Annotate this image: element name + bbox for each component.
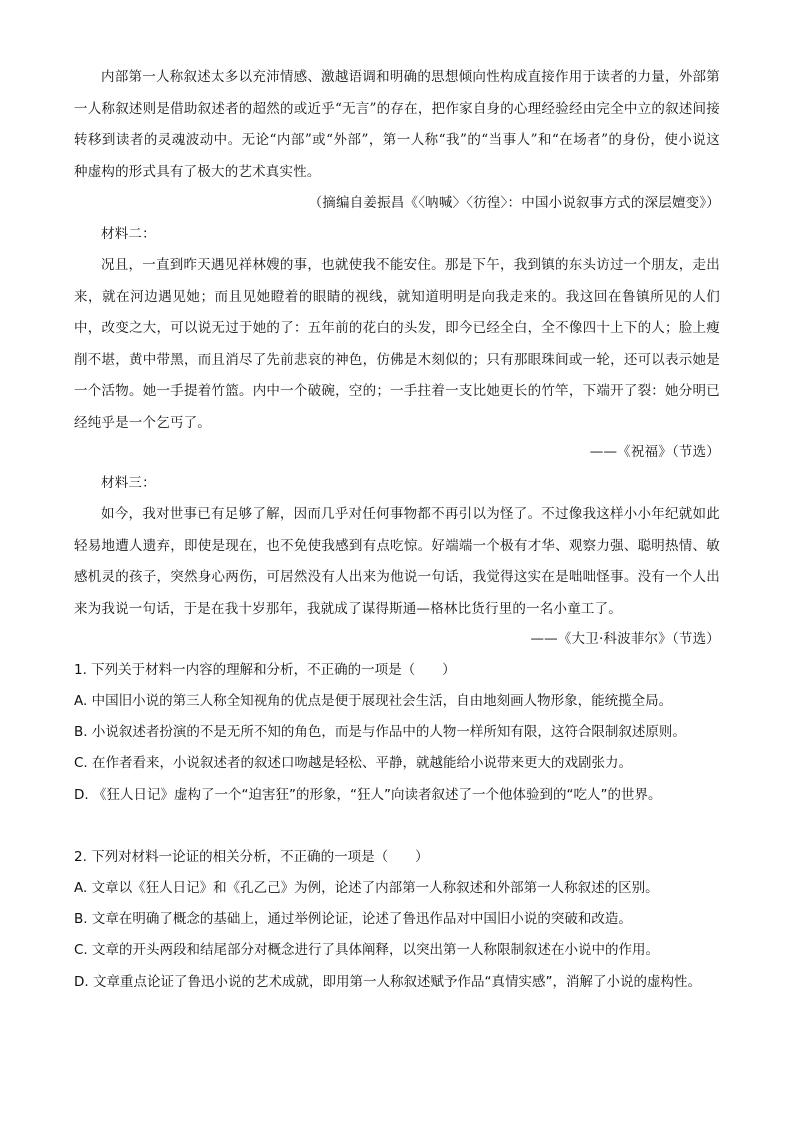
question-2-option-a: A. 文章以《狂人日记》和《孔乙己》为例，论述了内部第一人称叙述和外部第一人称叙述的区别。 [74, 880, 659, 896]
question-1-option-d: D. 《狂人日记》虚构了一个“迫害狂”的形象，“狂人”向读者叙述了一个他体验到的“吃人”的世界。 [74, 787, 662, 803]
material3-source: ——《大卫·科波菲尔》（节选） [530, 631, 720, 647]
material1-paragraph: 内部第一人称叙述太多以充沛情感、激越语调和明确的思想倾向性构成直接作用于读者的力量，外部第一人称叙述则是借助叙述者的超然的或近乎“无言”的存在，把作家自身的心理经验经由完全中立的叙述间接转移到读者的灵魂波动中。无论“内部”或“外部”，第一人称“我”的“当事人”和“在场者”的身份，使小说这种虚构的形式具有了极大的艺术真实性。 [74, 69, 720, 180]
material2-source: ——《祝福》（节选） [589, 444, 720, 460]
question-2-option-c: C. 文章的开头两段和结尾部分对概念进行了具体阐释，以突出第一人称限制叙述在小说中的作用。 [74, 942, 660, 958]
question-1-option-c: C. 在作者看来，小说叙述者的叙述口吻越是轻松、平静，就越能给小说带来更大的戏剧张力。 [74, 755, 633, 771]
question-2-option-d: D. 文章重点论证了鲁迅小说的艺术成就，即用第一人称叙述赋予作品“真情实感”，消解了小说的虚构性。 [74, 974, 701, 990]
question-1-option-a: A. 中国旧小说的第三人称全知视角的优点是便于展现社会生活，自由地刻画人物形象，能统揽全局。 [74, 693, 673, 709]
material2-label: 材料二： [101, 226, 156, 242]
question-1-option-b: B. 小说叙述者扮演的不是无所不知的角色，而是与作品中的人物一样所知有限，这符合限制叙述原则。 [74, 724, 686, 740]
question-1-stem: 1. 下列关于材料一内容的理解和分析，不正确的一项是（ ） [74, 662, 456, 678]
material2-paragraph: 况且，一直到昨天遇见祥林嫂的事，也就使我不能安住。那是下午，我到镇的东头访过一个朋友，走出来，就在河边遇见她；而且见她瞪着的眼睛的视线，就知道明明是向我走来的。我这回在鲁镇所见的人们中，改变之大，可以说无过于她的了：五年前的花白的头发，即今已经全白，全不像四十上下的人；脸上瘦削不堪，黄中带黑，而且消尽了先前悲哀的神色，仿佛是木刻似的；只有那眼珠间或一轮，还可以表示她是一个活物。她一手提着竹篮。内中一个破碗，空的；一手拄着一支比她更长的竹竿，下端开了裂：她分明已经纯乎是一个乞丐了。 [74, 257, 720, 431]
material3-paragraph: 如今，我对世事已有足够了解，因而几乎对任何事物都不再引以为怪了。不过像我这样小小年纪就如此轻易地遭人遗弃，即使是现在，也不免使我感到有点吃惊。好端端一个极有才华、观察力强、聪明热情、敏感机灵的孩子，突然身心两伤，可居然没有人出来为他说一句话，我觉得这实在是咄咄怪事。没有一个人出来为我说一句话，于是在我十岁那年，我就成了谋得斯通—格林比货行里的一名小童工了。 [74, 506, 720, 617]
material1-source: （摘编自姜振昌《〈呐喊〉〈彷徨〉：中国小说叙事方式的深层嬗变》） [308, 195, 720, 211]
question-2-option-b: B. 文章在明确了概念的基础上，通过举例论证，论述了鲁迅作品对中国旧小说的突破和改造。 [74, 911, 632, 927]
material3-label: 材料三： [101, 475, 156, 491]
question-2-stem: 2. 下列对材料一论证的相关分析，不正确的一项是（ ） [74, 849, 429, 865]
